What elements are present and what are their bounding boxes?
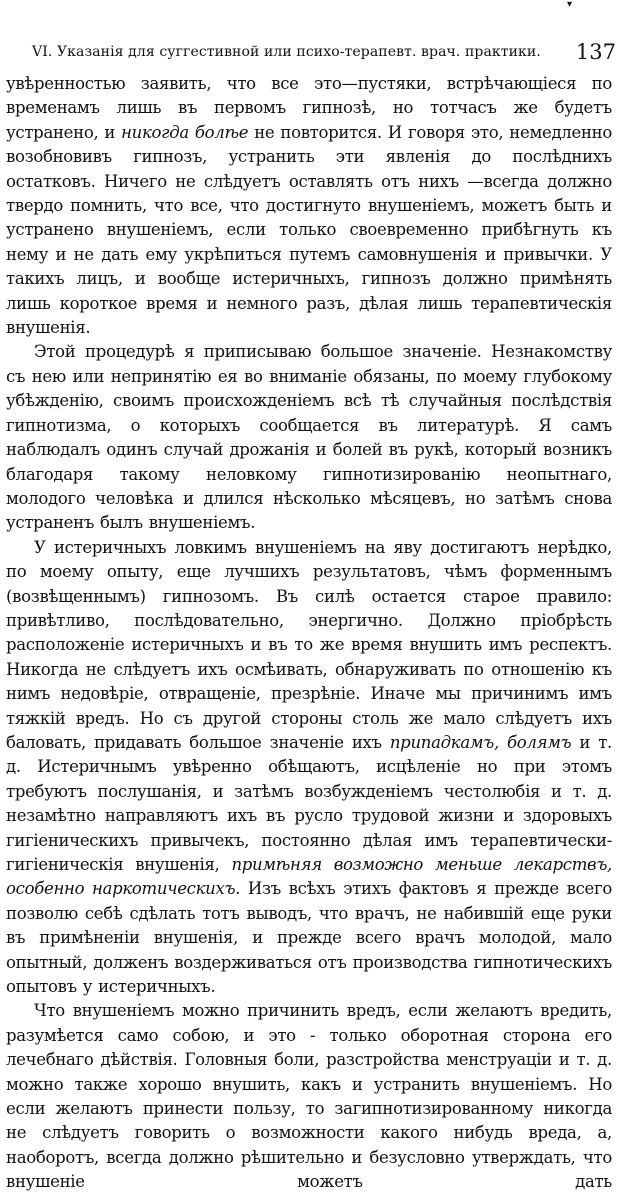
text-run: У истеричныхъ ловкимъ внушеніемъ на яву достигаютъ нерѣдко, по моему опыту, еще лучшихъ результатовъ, чѣмъ форменнымъ (возвѣщеннымъ) гипнозомъ. Въ силѣ остается старое правило: привѣтливо, послѣдовательно, энергично. Должно пріобрѣсть расположеніе истеричныхъ и въ то же время внушить имъ респектъ. Никогда не слѣдуетъ ихъ осмѣивать, обнаруживать по отношенію къ нимъ недовѣріе, отвращеніе, презрѣніе. Иначе мы причинимъ имъ тяжкій вредъ. Но съ другой стороны столь же мало слѣдуетъ ихъ баловать, придавать большое значеніе ихъ (6, 537, 612, 752)
text-run: Изъ всѣхъ этихъ фактовъ я прежде всего позволю себѣ сдѣлать тотъ выводъ, что врачъ, не набившій еще руки въ примѣненіи внушенія, и прежде всего врачъ молодой, мало опытный, долженъ воздерживаться отъ производства гипнотическихъ опытовъ у истеричныхъ. (6, 879, 612, 997)
corner-mark: ▾ (567, 0, 573, 10)
paragraph (6, 536, 612, 1000)
paragraph (6, 999, 612, 1194)
italic-run: примѣняя возможно меньше лекарствъ, особенно наркотическихъ. (6, 855, 612, 899)
text-run: Этой процедурѣ я приписываю большое значеніе. Незнакомству съ нею или непринятію ея во вниманіе обязаны, по моему глубокому убѣжденію, своимъ происхожденіемъ всѣ тѣ случайныя послѣдствія гипнотизма, о которыхъ сообщается въ литературѣ. Я самъ наблюдалъ одинъ случай дрожанія и болей въ рукѣ, который возникъ благодаря такому неловкому гипнотизированію неопытнаго, молодого человѣка и длился нѣсколько мѣсяцевъ, но затѣмъ снова устраненъ былъ внушеніемъ. (6, 342, 612, 533)
text-run: и т. д. Истеричнымъ увѣренно обѣщаютъ, исцѣленіе но при этомъ требуютъ послушанія, и затѣмъ возбужденіемъ честолюбія и т. д. незамѣтно направляютъ ихъ въ русло трудовой жизни и здоровыхъ гигіеническихъ привычекъ, постоянно дѣлая имъ терапевтически-гигіеническія внушенія, (6, 732, 612, 874)
body-text (6, 72, 612, 1195)
page-number: 137 (575, 40, 616, 64)
running-title: VI. Указанія для суггестивной или психо-терапевт. врач. практики. (32, 44, 541, 60)
paragraph (6, 72, 612, 340)
italic-run: припадкамъ, болямъ (389, 732, 572, 752)
italic-run: никогда болѣе (121, 122, 249, 142)
text-run: увѣренностью заявить, что все это—пустяки, встрѣчающіеся по временамъ лишь въ первомъ гипнозѣ, но тотчасъ же будетъ устранено, и (6, 74, 612, 142)
running-header (32, 36, 620, 68)
text-run: Что внушеніемъ можно причинить вредъ, если желаютъ вредить, разумѣется само собою, и это - только оборотная сторона его лечебнаго дѣйствія. Головныя боли, разстройства менструаціи и т. д. можно также хорошо внушить, какъ и устранить внушеніемъ. Но если желаютъ принести пользу, то загипнотизированному никогда не слѣдуетъ говорить о возможности какого нибудь вреда, а, наоборотъ, всегда должно рѣшительно и безусловно утверждать, что внушеніе можетъ дать (6, 1001, 612, 1192)
paragraph (6, 340, 612, 535)
text-run: не повторится. И говоря это, немедленно возобновивъ гипнозъ, устранить эти явленія до послѣднихъ остатковъ. Ничего не слѣдуетъ оставлять отъ нихъ —всегда должно твердо помнить, что все, что достигнуто внушеніемъ, можетъ быть и устранено внушеніемъ, если только своевременно прибѣгнуть къ нему и не дать ему укрѣпиться путемъ самовнушенія и привычки. У такихъ лицъ, и вообще истеричныхъ, гипнозъ должно примѣнять лишь короткое время и немного разъ, дѣлая лишь терапевтическія внушенія. (6, 122, 612, 338)
